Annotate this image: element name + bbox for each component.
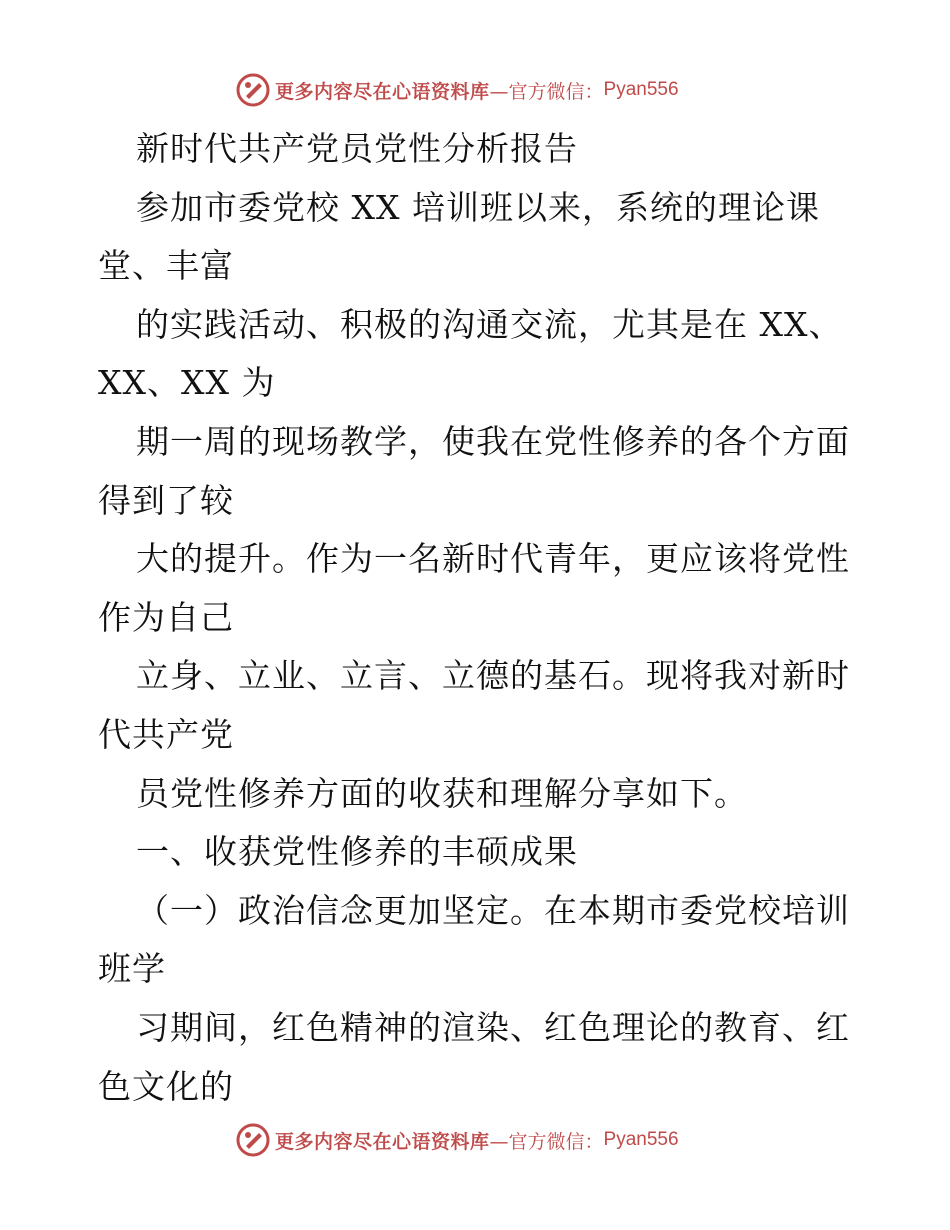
text-line: 的实践活动、积极的沟通交流，尤其是在 XX、	[136, 304, 843, 344]
watermark-id: Pyan556	[603, 1129, 679, 1150]
text-line: 期一周的现场教学，使我在党性修养的各个方面	[136, 421, 850, 461]
text-line: 得到了较	[98, 480, 234, 520]
watermark-text: 更多内容尽在心语资料库	[275, 80, 490, 103]
document-title: 新时代共产党员党性分析报告	[136, 129, 578, 168]
document-body	[98, 120, 858, 1116]
watermark-text: 更多内容尽在心语资料库	[275, 1130, 490, 1153]
logo-icon	[235, 72, 271, 108]
text-line: 班学	[98, 949, 166, 989]
text-line: 堂、丰富	[98, 246, 234, 286]
text-line: 立身、立业、立言、立德的基石。现将我对新时	[136, 656, 850, 696]
section-heading: 一、收获党性修养的丰硕成果	[136, 832, 578, 872]
text-line: 习期间，红色精神的渲染、红色理论的教育、红	[136, 1007, 850, 1047]
logo-icon	[235, 1122, 271, 1158]
text-line: 色文化的	[98, 1066, 234, 1106]
text-line: 代共产党	[98, 714, 234, 754]
text-line: 大的提升。作为一名新时代青年，更应该将党性	[136, 539, 850, 579]
watermark-footer	[235, 1122, 679, 1158]
text-line: XX、XX 为	[98, 363, 276, 403]
watermark-separator: —官方微信：	[489, 1130, 604, 1153]
text-line: 作为自己	[98, 597, 234, 637]
text-line: 员党性修养方面的收获和理解分享如下。	[136, 773, 748, 813]
watermark-header	[235, 72, 679, 108]
watermark-id: Pyan556	[603, 79, 679, 100]
watermark-separator: —官方微信：	[489, 80, 604, 103]
subsection-heading: （一）政治信念更加坚定。在本期市委党校培训	[136, 890, 850, 930]
text-line: 参加市委党校 XX 培训班以来，系统的理论课	[136, 187, 820, 227]
